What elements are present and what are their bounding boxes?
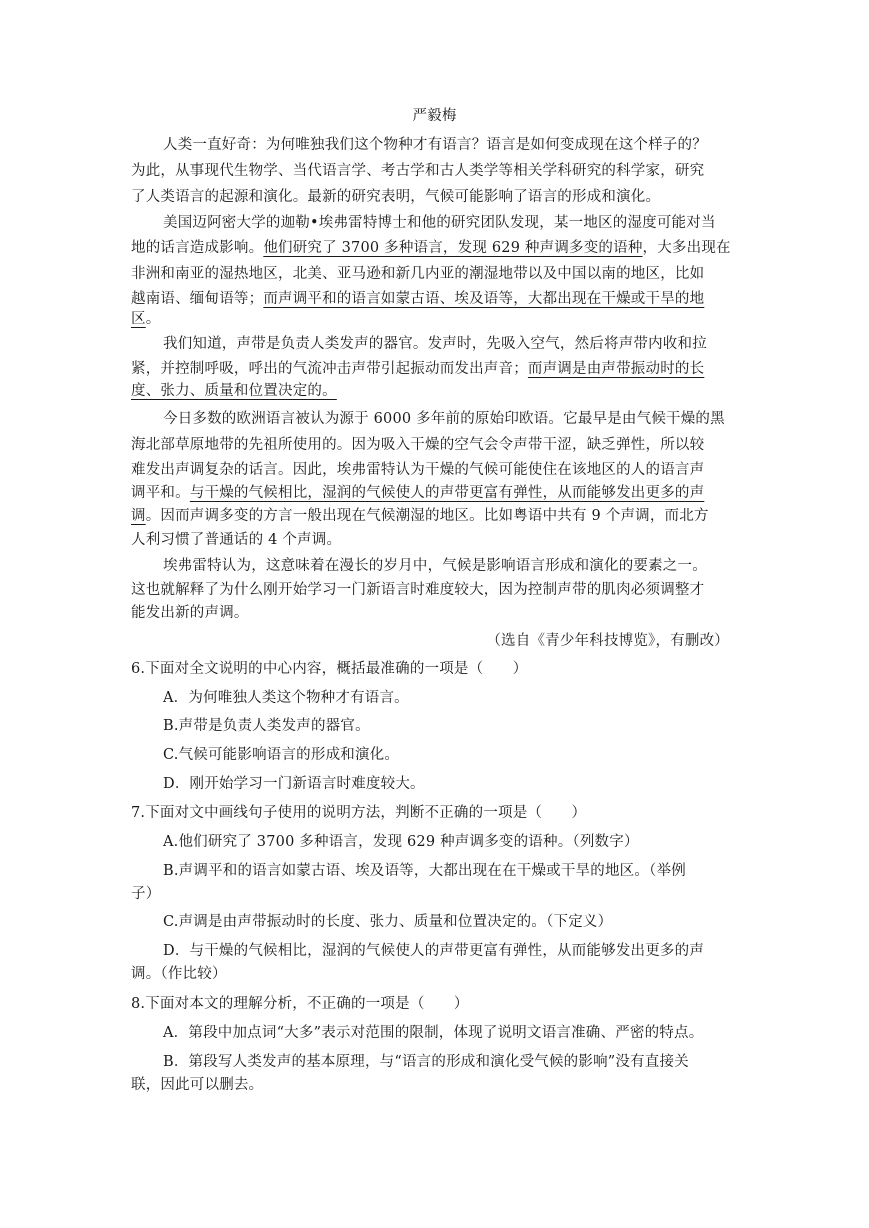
paragraph-line: 埃弗雷特认为，这意味着在漫长的岁月中，气候是影响语言形成和演化的要素之一。 xyxy=(163,558,707,574)
question-stem: 8.下面对本文的理解分析，不正确的一项是（ ） xyxy=(131,996,469,1012)
paragraph-line: 美国迈阿密大学的迦勒•埃弗雷特博士和他的研究团队发现，某一地区的湿度可能对当 xyxy=(163,215,716,231)
option-c: C.声调是由声带振动时的长度、张力、质量和位置决定的。（下定义） xyxy=(163,914,613,930)
underlined-sentence: 而声调是由声带振动时的长 xyxy=(527,361,705,377)
paragraph-line xyxy=(131,483,704,503)
paragraph-line: 人利习惯了普通话的 4 个声调。 xyxy=(131,532,342,548)
plain-text: 地的话言造成影响。 xyxy=(131,240,264,256)
paragraph-line xyxy=(131,238,731,258)
paragraph-line: 能发出新的声调。 xyxy=(131,605,249,621)
paragraph-line: 我们知道，声带是负责人类发声的器官。发声时，先吸入空气，然后将声带内收和拉 xyxy=(163,336,707,352)
option-a: A．第段中加点词“大多”表示对范围的限制，体现了说明文语言准确、严密的特点。 xyxy=(163,1025,704,1041)
plain-text: ，大多出现在 xyxy=(642,240,731,256)
paragraph-line: 这也就解释了为什么刚开始学习一门新语言时难度较大，因为控制声带的肌肉必须调整才 xyxy=(131,582,705,598)
author-name: 严毅梅 xyxy=(412,108,457,124)
underlined-sentence: 调 xyxy=(131,508,146,524)
paragraph-line: 非洲和南亚的湿热地区，北美、亚马逊和新几内亚的潮湿地带以及中国以南的地区，比如 xyxy=(131,266,705,282)
underlined-sentence: 而声调平和的语言如蒙古语、埃及语等，大都出现在干燥或干旱的地 xyxy=(263,291,705,307)
option-c: C.气候可能影响语言的形成和演化。 xyxy=(163,747,400,763)
plain-text: 调平和。 xyxy=(131,485,190,501)
option-d: D．刚开始学习一门新语言时难度较大。 xyxy=(163,776,425,792)
question-stem: 7.下面对文中画线句子使用的说明方法，判断不正确的一项是（ ） xyxy=(131,805,587,821)
paragraph-line: 今日多数的欧洲语言被认为源于 6000 多年前的原始印欧语。它最早是由气候干燥的黑 xyxy=(163,411,725,427)
option-a: A．为何唯独人类这个物种才有语言。 xyxy=(163,690,409,706)
plain-text: 。 xyxy=(145,311,161,327)
underlined-sentence: 与干燥的气候相比，湿润的气候使人的声带更富有弹性，从而能够发出更多的声 xyxy=(189,485,705,501)
underlined-sentence: 他们研究了 3700 多种语言，发现 629 种声调多变的语种 xyxy=(263,240,643,256)
question-stem: 6.下面对全文说明的中心内容，概括最准确的一项是（ ） xyxy=(131,661,528,677)
source-citation: （选自《青少年科技博览》，有删改） xyxy=(486,633,729,649)
option-d-continued: 调。（作比较） xyxy=(131,966,227,982)
underlined-sentence: 区 xyxy=(131,311,146,327)
option-b-continued: 联，因此可以删去。 xyxy=(131,1077,264,1093)
paragraph-line: 为此，从事现代生物学、当代语言学、考古学和古人类学等相关学科研究的科学家，研究 xyxy=(131,163,705,179)
paragraph-line xyxy=(131,506,709,526)
option-b: B.声带是负责人类发声的器官。 xyxy=(163,718,370,734)
paragraph-line xyxy=(131,359,704,379)
paragraph-line xyxy=(131,381,337,401)
option-a: A.他们研究了 3700 多种语言，发现 629 种声调多变的语种。（列数字） xyxy=(163,834,639,850)
underlined-sentence: 度、张力、质量和位置决定的。 xyxy=(131,383,337,399)
paragraph-line xyxy=(131,289,704,309)
option-b-continued: 子） xyxy=(131,886,161,902)
plain-text: 越南语、缅甸语等； xyxy=(131,291,264,307)
plain-text: 紧，并控制呼吸，呼出的气流冲击声带引起振动而发出声音； xyxy=(131,361,528,377)
paragraph-line: 了人类语言的起源和演化。最新的研究表明，气候可能影响了语言的形成和演化。 xyxy=(131,189,661,205)
paragraph-line: 难发出声调复杂的话言。因此，埃弗雷特认为干燥的气候可能使住在该地区的人的语言声 xyxy=(131,462,705,478)
paragraph-line xyxy=(131,309,160,329)
option-b: B．第段写人类发声的基本原理，与“语言的形成和演化受气候的影响”没有直接关 xyxy=(163,1054,689,1070)
option-b: B.声调平和的语言如蒙古语、埃及语等，大都出现在在干燥或干旱的地区。（举例 xyxy=(163,863,686,879)
option-d: D．与干燥的气候相比，湿润的气候使人的声带更富有弹性，从而能够发出更多的声 xyxy=(163,943,705,959)
paragraph-line: 海北部草原地带的先祖所使用的。因为吸入干燥的空气会令声带干涩，缺乏弹性，所以较 xyxy=(131,437,705,453)
paragraph-line: 人类一直好奇：为何唯独我们这个物种才有语言？语言是如何变成现在这个样子的？ xyxy=(163,137,707,153)
plain-text: 。因而声调多变的方言一般出现在气候潮湿的地区。比如粤语中共有 9 个声调，而北方 xyxy=(145,508,709,524)
